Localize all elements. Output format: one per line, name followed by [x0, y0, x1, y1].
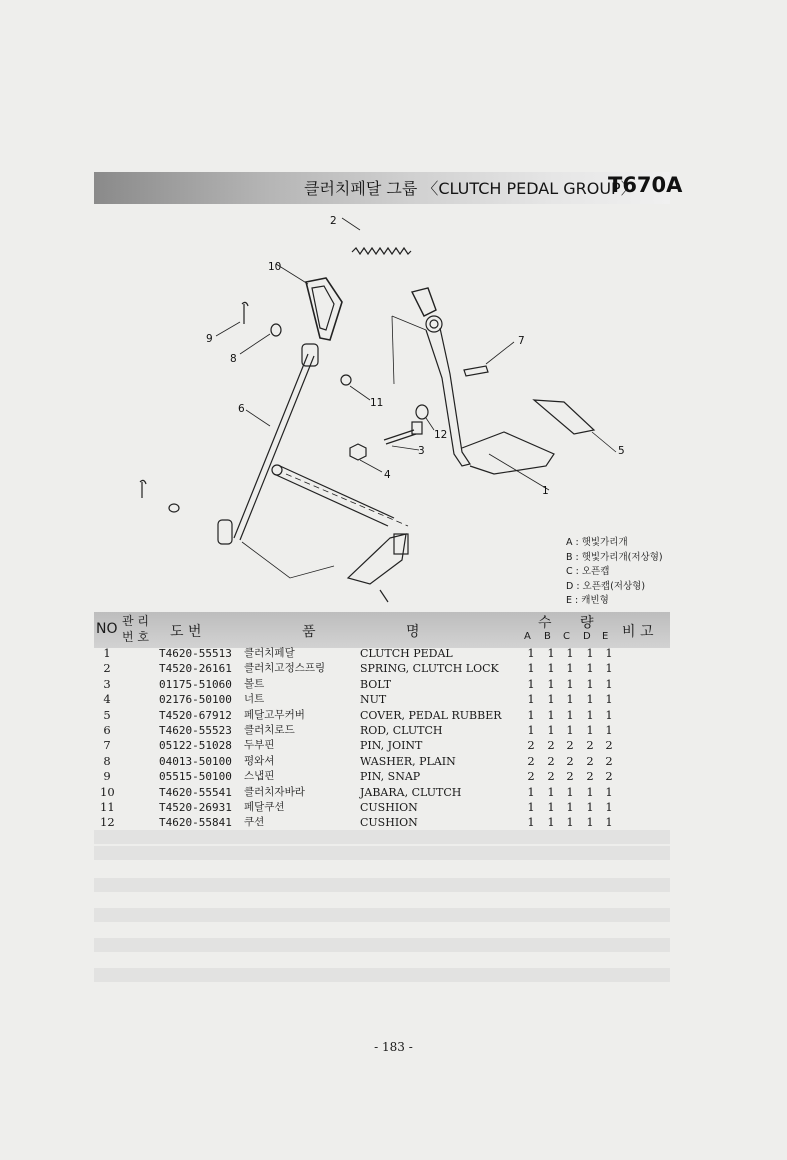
callout-6: 6 — [238, 403, 245, 415]
header-mgmt-bottom: 번 호 — [122, 630, 149, 644]
quantity-cell: 1 — [547, 799, 555, 814]
callout-11: 11 — [370, 397, 384, 409]
table-row — [94, 738, 670, 753]
print-shade — [94, 968, 670, 982]
quantity-cell: 1 — [586, 799, 594, 814]
quantity-cell: 1 — [527, 646, 535, 660]
legend — [566, 536, 663, 609]
quantity-cell: 1 — [547, 784, 555, 799]
part-name-english: COVER, PEDAL RUBBER — [360, 708, 502, 722]
part-number: T4520-67912 — [159, 708, 232, 722]
pedal-cushion-part — [341, 375, 370, 400]
part-name-korean: 클러치페달 — [244, 647, 295, 659]
quantity-cell: 1 — [527, 799, 535, 814]
callout-12: 12 — [434, 429, 448, 441]
quantity-cell: 2 — [547, 753, 555, 768]
part-number: T4520-26161 — [159, 662, 232, 676]
bolt-part — [384, 405, 434, 450]
clutch-pedal-part — [392, 288, 554, 490]
part-name-korean: 클러치로드 — [244, 723, 295, 736]
joint-pin-part — [464, 342, 514, 376]
table-header — [94, 612, 670, 648]
callout-3: 3 — [418, 445, 425, 457]
quantity-cell: 1 — [566, 722, 574, 737]
part-name-english: PIN, JOINT — [360, 739, 423, 753]
quantity-cell: 1 — [527, 784, 535, 799]
print-shade — [94, 846, 670, 860]
quantity-cell: 2 — [547, 769, 555, 784]
row-number: 7 — [103, 738, 111, 753]
quantity-cell: 1 — [547, 722, 555, 737]
table-row — [94, 800, 670, 815]
print-shade — [94, 908, 670, 922]
snap-pin-part — [140, 302, 248, 498]
quantity-cell: 1 — [586, 692, 594, 707]
pedal-cover-part — [534, 400, 616, 452]
callout-2: 2 — [330, 215, 337, 227]
legend-item: C : 오픈캡 — [566, 566, 610, 577]
header-name-2: 명 — [406, 624, 420, 640]
nut-part — [350, 444, 382, 472]
header-mgmt-top: 관 리 — [122, 614, 149, 628]
print-shade — [94, 830, 670, 844]
header-drawing-no: 도 번 — [170, 624, 202, 640]
quantity-cell: 1 — [547, 646, 555, 660]
quantity-cell: 1 — [605, 799, 613, 814]
quantity-cell: 2 — [547, 738, 555, 753]
row-number: 6 — [103, 722, 111, 737]
quantity-cell: 1 — [605, 784, 613, 799]
table-row — [94, 646, 670, 661]
quantity-cell: 1 — [527, 722, 535, 737]
quantity-cell: 2 — [566, 738, 574, 753]
table-row — [94, 708, 670, 723]
callout-8: 8 — [230, 353, 237, 365]
callout-1: 1 — [542, 485, 549, 497]
part-name-korean: 스냅핀 — [244, 770, 275, 783]
quantity-cell: 1 — [605, 815, 613, 830]
header-qty-1: 수 — [538, 615, 552, 631]
callout-5: 5 — [618, 445, 625, 457]
quantity-cell: 1 — [586, 815, 594, 830]
quantity-cell: 1 — [605, 692, 613, 707]
table-row — [94, 769, 670, 784]
row-number: 12 — [100, 815, 115, 830]
table-row — [94, 661, 670, 676]
part-number: T4620-55541 — [159, 785, 232, 799]
callout-7: 7 — [518, 335, 525, 347]
part-name-korean: 페달쿠션 — [244, 800, 285, 813]
quantity-cell: 1 — [605, 661, 613, 676]
callout-9: 9 — [206, 333, 213, 345]
part-number: 01175-51060 — [159, 677, 232, 691]
table-row — [94, 785, 670, 800]
header-qty-d: D — [583, 631, 591, 642]
part-name-english: PIN, SNAP — [360, 770, 421, 784]
table-row — [94, 815, 670, 830]
header-qty-c: C — [563, 631, 570, 642]
row-number: 5 — [103, 707, 111, 722]
header-name-1: 품 — [302, 624, 316, 640]
quantity-cell: 1 — [566, 815, 574, 830]
release-shaft-part — [242, 465, 408, 602]
clutch-rod-part — [218, 344, 318, 544]
spring-part — [342, 218, 411, 254]
part-name-english: JABARA, CLUTCH — [360, 785, 462, 799]
table-row — [94, 677, 670, 692]
quantity-cell: 2 — [586, 738, 594, 753]
row-number: 4 — [103, 692, 111, 707]
header-qty-a: A — [524, 631, 531, 642]
part-number: 02176-50100 — [159, 693, 232, 707]
part-name-korean: 두부핀 — [244, 739, 275, 752]
quantity-cell: 1 — [527, 676, 535, 691]
quantity-cell: 1 — [566, 707, 574, 722]
quantity-cell: 2 — [586, 769, 594, 784]
quantity-cell: 2 — [605, 738, 613, 753]
legend-item: B : 햇빛가리개(저상형) — [566, 551, 663, 563]
row-number: 2 — [103, 661, 111, 676]
quantity-cell: 1 — [566, 676, 574, 691]
quantity-cell: 1 — [566, 799, 574, 814]
callout-10: 10 — [268, 261, 282, 273]
quantity-cell: 1 — [547, 661, 555, 676]
table-row — [94, 723, 670, 738]
row-number: 10 — [100, 784, 115, 799]
quantity-cell: 1 — [605, 707, 613, 722]
part-name-korean: 클러치자바라 — [244, 785, 305, 798]
part-name-english: CUSHION — [360, 800, 418, 814]
row-number: 11 — [100, 799, 115, 814]
table-row — [94, 692, 670, 707]
part-name-korean: 쿠션 — [244, 816, 265, 829]
part-number: T4620-55513 — [159, 647, 232, 660]
legend-item: D : 오픈캡(저상형) — [566, 580, 646, 592]
legend-item: E : 캐빈형 — [566, 595, 609, 606]
header-remarks: 비 고 — [622, 624, 654, 640]
quantity-cell: 1 — [605, 722, 613, 737]
quantity-cell: 1 — [586, 661, 594, 676]
quantity-cell: 1 — [547, 707, 555, 722]
part-name-english: BOLT — [360, 677, 392, 691]
quantity-cell: 1 — [566, 661, 574, 676]
quantity-cell: 1 — [586, 676, 594, 691]
quantity-cell: 2 — [605, 753, 613, 768]
legend-item: A : 햇빛가리개 — [566, 537, 628, 548]
quantity-cell: 1 — [527, 661, 535, 676]
quantity-cell: 1 — [605, 646, 613, 660]
callout-4: 4 — [384, 469, 391, 481]
part-number: 05122-51028 — [159, 739, 232, 753]
quantity-cell: 1 — [547, 815, 555, 830]
part-name-english: NUT — [360, 693, 387, 707]
part-name-english: SPRING, CLUTCH LOCK — [360, 662, 499, 676]
quantity-cell: 1 — [547, 676, 555, 691]
quantity-cell: 2 — [527, 753, 535, 768]
parts-table — [94, 646, 670, 831]
part-name-korean: 너트 — [244, 693, 265, 706]
quantity-cell: 1 — [586, 646, 594, 660]
page-number: - 183 - — [374, 1040, 413, 1054]
row-number: 9 — [103, 769, 111, 784]
page-title: 클러치페달 그룹 〈CLUTCH PEDAL GROUP〉 — [304, 179, 637, 198]
part-name-korean: 페달고무커버 — [244, 708, 305, 721]
row-number: 8 — [103, 753, 111, 768]
quantity-cell: 1 — [566, 646, 574, 660]
quantity-cell: 1 — [605, 676, 613, 691]
part-name-english: WASHER, PLAIN — [360, 754, 456, 768]
part-name-korean: 클러치고정스프링 — [244, 662, 326, 675]
jabara-part — [276, 264, 342, 340]
part-name-korean: 평와셔 — [244, 754, 275, 767]
quantity-cell: 2 — [527, 769, 535, 784]
part-number: 04013-50100 — [159, 754, 232, 768]
part-name-english: CLUTCH PEDAL — [360, 647, 453, 660]
quantity-cell: 1 — [586, 722, 594, 737]
header-qty-b: B — [544, 631, 551, 642]
row-number: 3 — [103, 676, 111, 691]
part-name-english: ROD, CLUTCH — [360, 723, 443, 737]
quantity-cell: 1 — [586, 707, 594, 722]
part-name-english: CUSHION — [360, 816, 418, 830]
quantity-cell: 1 — [566, 784, 574, 799]
part-name-korean: 볼트 — [244, 677, 265, 690]
washer-part — [169, 324, 281, 512]
quantity-cell: 2 — [605, 769, 613, 784]
print-shade — [94, 938, 670, 952]
quantity-cell: 1 — [527, 815, 535, 830]
quantity-cell: 2 — [566, 753, 574, 768]
header-qty-e: E — [602, 631, 609, 642]
quantity-cell: 1 — [527, 692, 535, 707]
header-no: NO — [96, 621, 118, 637]
quantity-cell: 2 — [527, 738, 535, 753]
table-row — [94, 754, 670, 769]
quantity-cell: 1 — [586, 784, 594, 799]
model-code: T670A — [608, 173, 683, 197]
part-number: T4520-26931 — [159, 800, 232, 814]
row-number: 1 — [103, 646, 111, 660]
quantity-cell: 1 — [527, 707, 535, 722]
quantity-cell: 1 — [566, 692, 574, 707]
print-shade — [94, 878, 670, 892]
part-number: T4620-55523 — [159, 723, 232, 737]
quantity-cell: 2 — [586, 753, 594, 768]
quantity-cell: 2 — [566, 769, 574, 784]
quantity-cell: 1 — [547, 692, 555, 707]
part-number: 05515-50100 — [159, 770, 232, 784]
header-qty-2: 량 — [580, 615, 594, 631]
part-number: T4620-55841 — [159, 816, 232, 830]
